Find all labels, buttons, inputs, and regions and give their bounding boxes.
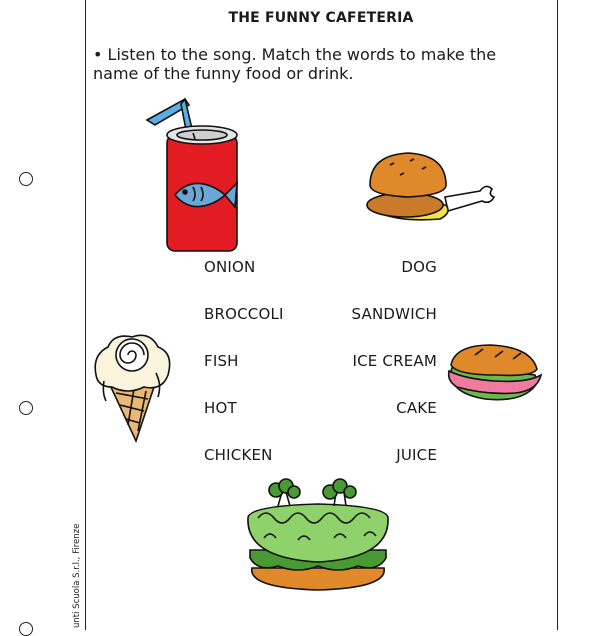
right-word-2: SANDWICH [351, 305, 437, 323]
right-word-5: JUICE [396, 446, 437, 464]
right-word-3: ICE CREAM [352, 352, 437, 370]
hot-dog-icon [445, 335, 545, 410]
page-title: THE FUNNY CAFETERIA [228, 10, 414, 26]
chicken-sandwich-icon [360, 145, 500, 230]
instruction-text: • Listen to the song. Match the words to make the name of the funny food or drink. [93, 45, 497, 83]
left-word-1: ONION [204, 258, 256, 276]
binder-hole-3 [19, 622, 33, 636]
left-word-2: BROCCOLI [204, 305, 284, 323]
right-word-1: DOG [401, 258, 437, 276]
left-word-4: HOT [204, 399, 237, 417]
broccoli-cake-icon [238, 478, 398, 593]
onion-ice-cream-icon [88, 325, 180, 445]
binder-hole-2 [19, 401, 33, 415]
left-word-5: CHICKEN [204, 446, 273, 464]
page-border-right [557, 0, 558, 630]
binder-hole-1 [19, 172, 33, 186]
fish-juice-can-icon [135, 95, 245, 255]
left-word-3: FISH [204, 352, 239, 370]
right-word-4: CAKE [396, 399, 437, 417]
page-border-left [85, 0, 86, 630]
publisher-credit: unti Scuola S.r.l., Firenze [72, 523, 82, 628]
